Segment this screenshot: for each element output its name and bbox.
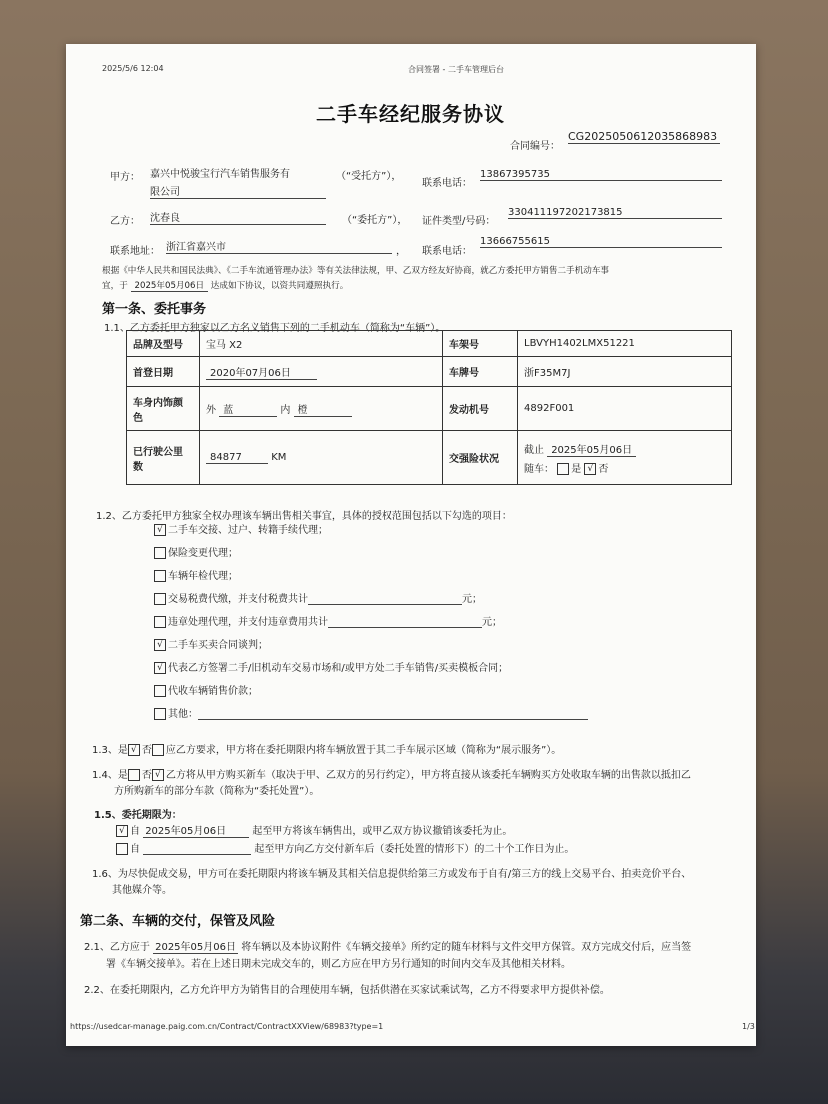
auth-checkbox-sign-contract[interactable]: √ <box>154 662 166 674</box>
p21-line2: 署《车辆交接单》。若在上述日期未完成交车的，则乙方应在甲方另行通知的时间内交车及其他相关材料。 <box>106 959 571 970</box>
plate-value: 浙F35M7J <box>518 357 732 387</box>
p12-intro: 1.2、乙方委托甲方独家全权办理该车辆出售相关事宜，具体的授权范围包括以下勾选的项目： <box>96 511 512 522</box>
p14-line2: 方所购新车的部分车款（简称为“委托处置”）。 <box>114 786 320 797</box>
contract-no-value: CG2025050612035868983 <box>568 130 720 144</box>
vin-value: LBVYH1402LMX51221 <box>518 331 732 357</box>
p14-no-checkbox[interactable]: √ <box>152 769 164 781</box>
party-b-id-label: 证件类型/号码： <box>422 216 496 227</box>
party-a-role: （“受托方”）， <box>336 171 402 182</box>
section1-title: 第一条、委托事务 <box>102 302 207 317</box>
reg-date-label: 首登日期 <box>127 357 200 387</box>
print-datetime: 2025/5/6 12:04 <box>102 64 164 73</box>
auth-item-sign-contract: √ 代表乙方签署二手/旧机动车交易市场和/或甲方处二手车销售/买卖模板合同； <box>154 659 508 674</box>
auth-item-inspection: 车辆年检代理； <box>154 567 238 582</box>
p21-line1: 2.1、乙方应于 2025年05月06日 将车辆以及本协议附件《车辆交接单》所约定的随车材料与文件交甲方保管。双方完成交付后，应当签 <box>84 942 692 953</box>
p22: 2.2、在委托期限内，乙方允许甲方为销售目的合理使用车辆，包括供潜在买家试乘试驾，乙方不得要求甲方提供补偿。 <box>84 985 610 996</box>
insurance-label: 交强险状况 <box>443 431 518 485</box>
p13-no-checkbox[interactable] <box>152 744 164 756</box>
p11-text: 1.1、乙方委托甲方独家以乙方名义销售下列的二手机动车（简称为“车辆”）。 <box>104 323 446 334</box>
reg-date-value: 2020年07月06日 <box>206 368 317 380</box>
p15-option2: 自 起至甲方向乙方交付新车后（委托处置的情形下）的二十个工作日为止。 <box>116 840 574 855</box>
intro-line2: 宜，于 2025年05月06日 达成如下协议，以资共同遵照执行。 <box>102 281 349 291</box>
party-a-name-line1: 嘉兴中悦骏宝行汽车销售服务有 <box>150 169 290 180</box>
intro-line1: 根据《中华人民共和国民法典》、《二手车流通管理办法》等有关法律法规，甲、乙双方经友好协商，就乙方委托甲方销售二手机动车事 <box>102 266 610 276</box>
plate-label: 车牌号 <box>443 357 518 387</box>
insurance-yes-checkbox[interactable] <box>557 463 569 475</box>
p13: 1.3、是 √ 否 应乙方要求，甲方将在委托期限内将车辆放置于其二手车展示区域（简称为“展示服务”）。 <box>92 745 562 756</box>
auth-item-insurance: 保险变更代理； <box>154 544 238 559</box>
auth-checkbox-negotiation[interactable]: √ <box>154 639 166 651</box>
print-page-title: 合同签署 - 二手车管理后台 <box>408 65 504 74</box>
insurance-no-checkbox[interactable]: √ <box>584 463 596 475</box>
document-page: 2025/5/6 12:04 合同签署 - 二手车管理后台 二手车经纪服务协议 合同编号： CG2025050612035868983 甲方： 嘉兴中悦骏宝行汽车销售服务有 限公司 （“受托方”）， 联系电话： 13867395735 乙方： 沈春良 （“委托方”）， 证件类型/号码： 330411197202173815 联系地址： 浙江省嘉兴市 ， 联系电话： 13666755615 根据《中华人民共和国民法典》、《二手车流通管理办法》等有关法律法规，甲、乙双方经友好协商，就乙方委托甲方销售二手机动车事 宜，于 2025年05月06日 达成如下协议，以资共同遵照执行。 第一条、委托事务 1.1、乙方委托甲方独家以乙方名义销售下列的二手机动车（简称为“车辆”）。 品牌及型号 宝马 X2 车架号 LBVYH1402LMX51221 首登日期 2020年07月06日 车牌号 浙F35M7J 车身内饰颜 色 外 蓝 内 橙 发动机号 4892F001 已行驶公里 数 84877 KM 交强险状况 截止 2025年05月06日 随车： 是 √ 否 1.2、乙方委托甲方独家全权办理该车辆出售相关事宜，具体的授权范围包括以下勾选的项目： √ 二手车交接、过户、转籍手续代理； 保险变更代理； 车辆年检代理； 交易税费代缴，并支付税费共计 元； 违章处理代理，并支付违章费用共计 元； √ 二手车买卖合同谈判； √ 代表乙方签署二手/旧机动车交易市场和/或甲方处二手车销售/买卖模板合同； 代收车辆销售价款； 其他： 1.3、是 √ 否 应乙方要求，甲方将在委托期限内将车辆放置于其二手车展示区域（简称为“展示服务”）。 1.4、是 否 √ 乙方将从甲方购买新车（取决于甲、乙双方的另行约定），甲方将直接从该委托车辆购买方处收取车辆的出售款以抵扣乙 方所购新车的部分车款（简称为“委托处置”）。 1.5、委托期限为： √ 自 2025年05月06日 起至甲方将该车辆售出，或甲乙双方协议撤销该委托为止。 自 起至甲方向乙方交付新车后（委托处置的情形下）的二十个工作日为止。 1.6、为尽快促成交易，甲方可在委托期限内将该车辆及其相关信息提供给第三方或发布于自有/第三方的线上交易平台、拍卖竞价平台、 其他媒介等。 第二条、车辆的交付，保管及风险 2.1、乙方应于 2025年05月06日 将车辆以及本协议附件《车辆交接单》所约定的随车材料与文件交甲方保管。双方完成交付后，应当签 署《车辆交接单》。若在上述日期未完成交车的，则乙方应在甲方另行通知的时间内交车及其他相关材料。 2.2、在委托期限内，乙方允许甲方为销售目的合理使用车辆，包括供潜在买家试乘试驾，乙方不得要求甲方提供补偿。 https://usedcar-manage.paig.com.cn/Contract/ContractXXView/68983?type=1 1/3 <box>66 44 756 1046</box>
party-a-name-line2: 限公司 <box>150 183 326 199</box>
party-a-phone-label: 联系电话： <box>422 178 472 189</box>
party-b-name: 沈春良 <box>150 209 326 225</box>
intro-date: 2025年05月06日 <box>131 281 209 292</box>
interior-color: 橙 <box>294 401 352 417</box>
auth-item-tax: 交易税费代缴，并支付税费共计 元； <box>154 590 482 605</box>
p15-option1-checkbox[interactable]: √ <box>116 825 128 837</box>
p15-title: 1.5、委托期限为： <box>94 810 182 821</box>
p15-option1: √ 自 2025年05月06日 起至甲方将该车辆售出，或甲乙双方协议撤销该委托为止。 <box>116 822 512 838</box>
party-b-phone-label: 联系电话： <box>422 246 472 257</box>
p13-yes-checkbox[interactable]: √ <box>128 744 140 756</box>
auth-checkbox-insurance[interactable] <box>154 547 166 559</box>
footer-url: https://usedcar-manage.paig.com.cn/Contract/ContractXXView/68983?type=1 <box>70 1022 384 1031</box>
mileage-label: 已行驶公里 数 <box>127 431 200 485</box>
p14-yes-checkbox[interactable] <box>128 769 140 781</box>
p15-option1-date: 2025年05月06日 <box>143 822 249 838</box>
auth-checkbox-collect-payment[interactable] <box>154 685 166 697</box>
auth-checkbox-violation[interactable] <box>154 616 166 628</box>
vehicle-table: 品牌及型号 宝马 X2 车架号 LBVYH1402LMX51221 首登日期 2020年07月06日 车牌号 浙F35M7J 车身内饰颜 色 外 蓝 内 橙 发动机号 4892F001 已行驶公里 数 84877 KM 交强险状况 截止 2025年05月06日 随车： 是 √ 否 <box>126 330 732 485</box>
insurance-until: 2025年05月06日 <box>547 445 636 457</box>
auth-item-collect-payment: 代收车辆销售价款； <box>154 682 258 697</box>
exterior-color: 蓝 <box>219 401 277 417</box>
p21-date: 2025年05月06日 <box>155 942 236 953</box>
section2-title: 第二条、车辆的交付，保管及风险 <box>80 914 276 929</box>
auth-checkbox-tax[interactable] <box>154 593 166 605</box>
brand-label: 品牌及型号 <box>127 331 200 357</box>
party-a-phone: 13867395735 <box>480 169 722 181</box>
party-b-label: 乙方： <box>110 216 140 227</box>
address-label: 联系地址： <box>110 246 160 257</box>
auth-checkbox-transfer[interactable]: √ <box>154 524 166 536</box>
auth-checkbox-other[interactable] <box>154 708 166 720</box>
auth-item-violation: 违章处理代理，并支付违章费用共计 元； <box>154 613 502 628</box>
brand-value: 宝马 X2 <box>200 331 443 357</box>
p15-option2-checkbox[interactable] <box>116 843 128 855</box>
party-b-role: （“委托方”）， <box>342 215 408 226</box>
p16-line1: 1.6、为尽快促成交易，甲方可在委托期限内将该车辆及其相关信息提供给第三方或发布于自有/第三方的线上交易平台、拍卖竞价平台、 <box>92 869 692 880</box>
engine-label: 发动机号 <box>443 387 518 431</box>
auth-item-other: 其他： <box>154 705 588 720</box>
address-value: 浙江省嘉兴市 <box>166 238 392 254</box>
mileage-value: 84877 <box>206 452 268 464</box>
p16-line2: 其他媒介等。 <box>112 885 172 896</box>
p14-line1: 1.4、是 否 √ 乙方将从甲方购买新车（取决于甲、乙双方的另行约定），甲方将直接从该委托车辆购买方处收取车辆的出售款以抵扣乙 <box>92 770 691 781</box>
party-b-id: 330411197202173815 <box>508 207 722 219</box>
document-title: 二手车经纪服务协议 <box>316 102 505 126</box>
color-label: 车身内饰颜 色 <box>127 387 200 431</box>
auth-item-negotiation: √ 二手车买卖合同谈判； <box>154 636 268 651</box>
footer-page-number: 1/3 <box>742 1022 755 1031</box>
auth-item-transfer: √ 二手车交接、过户、转籍手续代理； <box>154 521 328 536</box>
party-b-phone: 13666755615 <box>480 236 722 248</box>
party-a-label: 甲方： <box>110 172 140 183</box>
vin-label: 车架号 <box>443 331 518 357</box>
engine-value: 4892F001 <box>518 387 732 431</box>
auth-checkbox-inspection[interactable] <box>154 570 166 582</box>
contract-no-label: 合同编号： <box>510 141 560 152</box>
